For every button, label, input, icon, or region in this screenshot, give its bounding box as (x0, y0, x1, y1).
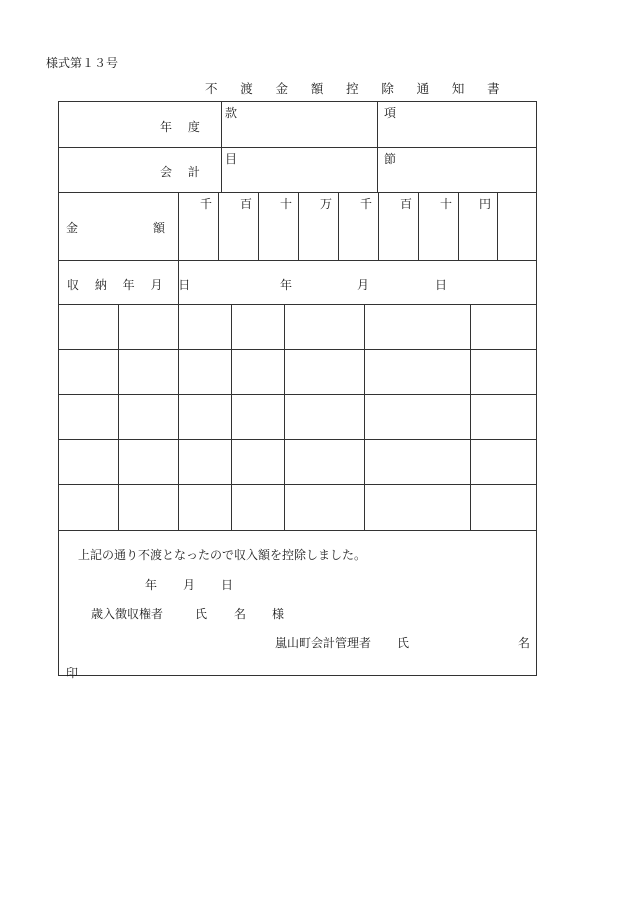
form-number: 様式第１３号 (46, 56, 119, 70)
row-divider (58, 394, 537, 395)
unit-sen: 千 (360, 197, 373, 211)
row-divider (58, 530, 537, 531)
unit-hyaku: 百 (400, 197, 413, 211)
col-divider (258, 192, 259, 260)
col-divider (377, 101, 378, 192)
receipt-date-label: 収 納 年 月 日 (67, 278, 197, 292)
form-table (58, 101, 537, 676)
col-divider (231, 304, 232, 530)
col-divider (458, 192, 459, 260)
recipient-title: 歳入徴収権者 (91, 607, 164, 621)
col-divider (118, 304, 119, 530)
col-divider (218, 192, 219, 260)
unit-juu: 十 (280, 197, 293, 211)
issuer-mei: 名 (518, 636, 531, 650)
row-divider (58, 147, 537, 148)
seal-mark: 印 (66, 666, 79, 680)
unit-man: 万 (320, 197, 333, 211)
recipient-shi: 氏 (195, 607, 208, 621)
kan-label: 款 (225, 106, 238, 120)
amount-label-right: 額 (153, 221, 166, 235)
col-divider (470, 304, 471, 530)
row-divider (58, 260, 537, 261)
unit-sen: 千 (200, 197, 213, 211)
row-divider (58, 439, 537, 440)
col-divider (221, 101, 222, 192)
col-divider (338, 192, 339, 260)
col-divider (497, 192, 498, 260)
col-divider (364, 304, 365, 530)
col-divider (298, 192, 299, 260)
col-divider (418, 192, 419, 260)
receipt-month: 月 (357, 278, 370, 292)
col-divider (178, 304, 179, 530)
document-title: 不 渡 金 額 控 除 通 知 書 (205, 81, 510, 96)
notice-month: 月 (183, 578, 196, 592)
receipt-day: 日 (435, 278, 448, 292)
row-divider (58, 484, 537, 485)
kou-label: 項 (384, 106, 397, 120)
moku-label: 目 (225, 152, 238, 166)
issuer-shi: 氏 (397, 636, 410, 650)
receipt-year: 年 (280, 278, 293, 292)
recipient-sama: 様 (272, 607, 285, 621)
amount-label-left: 金 (66, 221, 79, 235)
account-label: 会 計 (160, 165, 206, 179)
col-divider (378, 192, 379, 260)
setsu-label: 節 (384, 152, 397, 166)
col-divider (284, 304, 285, 530)
notice-year: 年 (145, 578, 158, 592)
recipient-mei: 名 (234, 607, 247, 621)
notice-day: 日 (221, 578, 234, 592)
unit-hyaku: 百 (240, 197, 253, 211)
unit-juu: 十 (440, 197, 453, 211)
row-divider (58, 349, 537, 350)
issuer-title: 嵐山町会計管理者 (275, 636, 372, 650)
notice-message: 上記の通り不渡となったので収入額を控除しました。 (78, 548, 367, 562)
unit-en: 円 (479, 197, 492, 211)
row-divider (58, 304, 537, 305)
year-label: 年 度 (160, 120, 206, 134)
